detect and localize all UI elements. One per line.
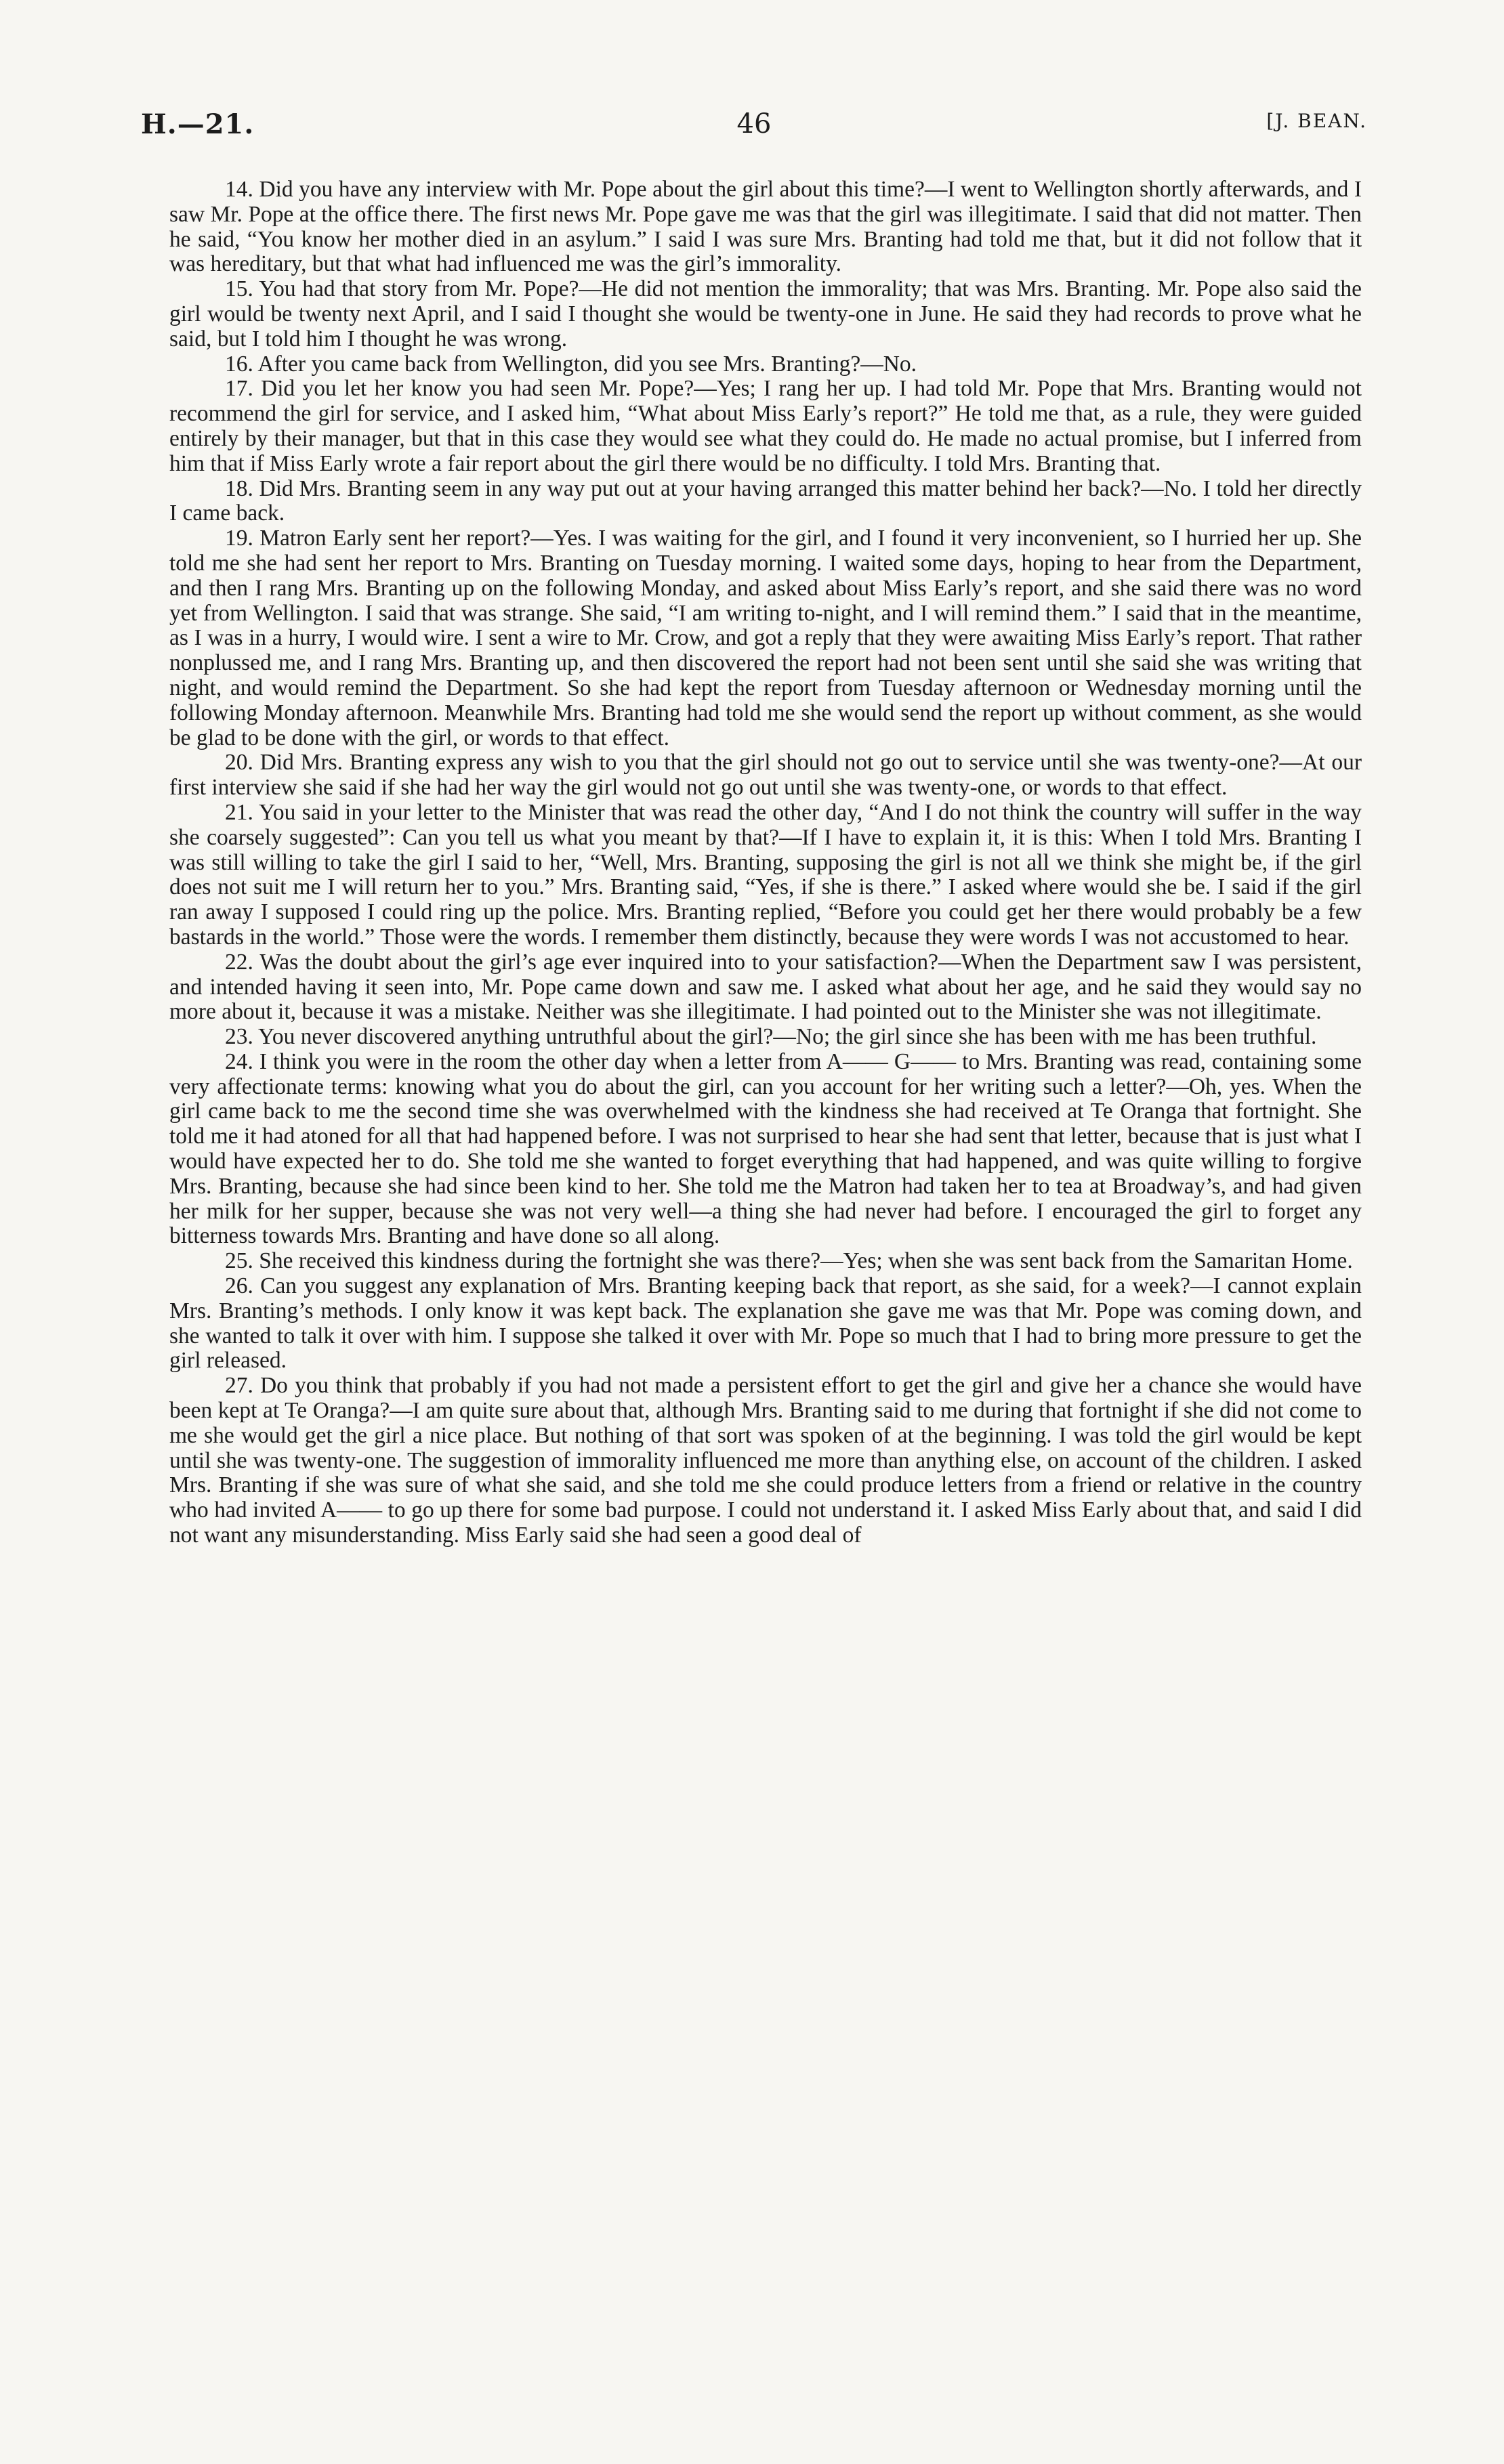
paragraph-q14: 14. Did you have any interview with Mr. Pope about the girl about this time?—I went to Wellington shortly afterwards, and I saw Mr. Pope at the office there. The first news Mr. Pope gave me was that the girl was illegitimate. I said that did not matter. Then he said, “You know her mother died in an asylum.” I said I was sure Mrs. Branting had told me that, but it did not follow that it was hereditary, but that what had influenced me was the girl’s immorality. xyxy=(169,177,1362,277)
paragraph-q16: 16. After you came back from Wellington, did you see Mrs. Branting?—No. xyxy=(225,351,917,377)
paragraph-q24: 24. I think you were in the room the other day when a letter from A—— G—— to Mrs. Branting was read, containing some very affectionate terms: knowing what you do about the girl, can you account for her writing such a letter?—Oh, yes. When the girl came back to me the second time she was overwhelmed with the kindness she had received at Te Oranga that fortnight. She told me it had atoned for all that had happened before. I was not surprised to hear she had sent that letter, because that is just what I would have expected her to do. She told me she wanted to forget everything that had happened, and was quite willing to forgive Mrs. Branting, because she had since been kind to her. She told me the Matron had taken her to tea at Broadway’s, and had given her milk for her supper, because she was not very well—a thing she had never had before. I encouraged the girl to forget any bitterness towards Mrs. Branting and have done so all along. xyxy=(169,1048,1362,1249)
page-header xyxy=(141,108,1367,149)
page-number: 46 xyxy=(736,108,772,140)
report-reference: H.—21. xyxy=(141,108,255,140)
paragraph-q22: 22. Was the doubt about the girl’s age ever inquired into to your satisfaction?—When the Department saw I was persistent, and intended having it seen into, Mr. Pope came down and saw me. I asked what about her age, and he said they would say no more about it, because it was a mistake. Neither was she illegitimate. I had pointed out to the Minister she was not illegitimate. xyxy=(169,949,1362,1025)
paragraph-q20: 20. Did Mrs. Branting express any wish to you that the girl should not go out to service until she was twenty-one?—At our first interview she said if she had her way the girl would not go out until she was twenty-one, or words to that effect. xyxy=(169,750,1362,801)
paragraph-q18: 18. Did Mrs. Branting seem in any way put out at your having arranged this matter behind her back?—No. I told her directly I came back. xyxy=(169,475,1362,526)
paragraph-q23: 23. You never discovered anything untruthful about the girl?—No; the girl since she has been with me has been truthful. xyxy=(225,1024,1317,1050)
testimony-text xyxy=(169,177,1362,1548)
paragraph-q19: 19. Matron Early sent her report?—Yes. I was waiting for the girl, and I found it very inconvenient, so I hurried her up. She told me she had sent her report to Mrs. Branting on Tuesday morning. I waited some days, hoping to hear from the Department, and then I rang Mrs. Branting up on the following Monday, and asked about Miss Early’s report, and she said there was no word yet from Wellington. I said that was strange. She said, “I am writing to-night, and I will remind them.” I said that in the meantime, as I was in a hurry, I would wire. I sent a wire to Mr. Crow, and got a reply that they were awaiting Miss Early’s report. That rather nonplussed me, and I rang Mrs. Branting up, and then discovered the report had not been sent until she said she was writing that night, and would remind the Department. So she had kept the report from Tuesday afternoon or Wednesday morning until the following Monday afternoon. Meanwhile Mrs. Branting had told me she would send the report up without comment, as she would be glad to be done with the girl, or words to that effect. xyxy=(169,526,1362,750)
paragraph-q26: 26. Can you suggest any explanation of Mrs. Branting keeping back that report, as she said, for a week?—I cannot explain Mrs. Branting’s methods. I only know it was kept back. The explanation she gave me was that Mr. Pope was coming down, and she wanted to talk it over with him. I suppose she talked it over with Mr. Pope so much that I had to bring more pressure to get the girl released. xyxy=(169,1273,1362,1374)
paragraph-q21: 21. You said in your letter to the Minister that was read the other day, “And I do not think the country will suffer in the way she coarsely suggested”: Can you tell us what you meant by that?—If I have to explain it, it is this: When I told Mrs. Branting I was still willing to take the girl I said to her, “Well, Mrs. Branting, supposing the girl is not all we think she might be, if the girl does not suit me I will return her to you.” Mrs. Branting said, “Yes, if she is there.” I asked where would she be. I said if the girl ran away I supposed I could ring up the police. Mrs. Branting replied, “Before you could get her there would probably be a few bastards in the world.” Those were the words. I remember them distinctly, because they were words I was not accustomed to hear. xyxy=(169,799,1362,950)
paragraph-q25: 25. She received this kindness during the fortnight she was there?—Yes; when she was sent back from the Samaritan Home. xyxy=(225,1248,1353,1274)
paragraph-q27: 27. Do you think that probably if you had not made a persistent effort to get the girl and give her a chance she would have been kept at Te Oranga?—I am quite sure about that, although Mrs. Branting said to me during that fortnight if she did not come to me she would get the girl a nice place. But nothing of that sort was spoken of at the beginning. I was told the girl would be kept until she was twenty-one. The suggestion of immorality influenced me more than anything else, on account of the children. I asked Mrs. Branting if she was sure of what she said, and she told me she could produce letters from a friend or relative in the country who had invited A—— to go up there for some bad purpose. I could not understand it. I asked Miss Early about that, and said I did not want any misunderstanding. Miss Early said she had seen a good deal of xyxy=(169,1373,1362,1548)
paragraph-q17: 17. Did you let her know you had seen Mr. Pope?—Yes; I rang her up. I had told Mr. Pope that Mrs. Branting would not recommend the girl for service, and I asked him, “What about Miss Early’s report?” He told me that, as a rule, they were guided entirely by their manager, but that in this case they would see what they could do. He made no actual promise, but I inferred from him that if Miss Early wrote a fair report about the girl there would be no difficulty. I told Mrs. Branting that. xyxy=(169,376,1362,476)
paragraph-q15: 15. You had that story from Mr. Pope?—He did not mention the immorality; that was Mrs. Branting. Mr. Pope also said the girl would be twenty next April, and I said I thought she would be twenty-one in June. He said they had records to prove what he said, but I told him I thought he was wrong. xyxy=(169,276,1362,352)
witness-name: [J. BEAN. xyxy=(1266,110,1367,132)
